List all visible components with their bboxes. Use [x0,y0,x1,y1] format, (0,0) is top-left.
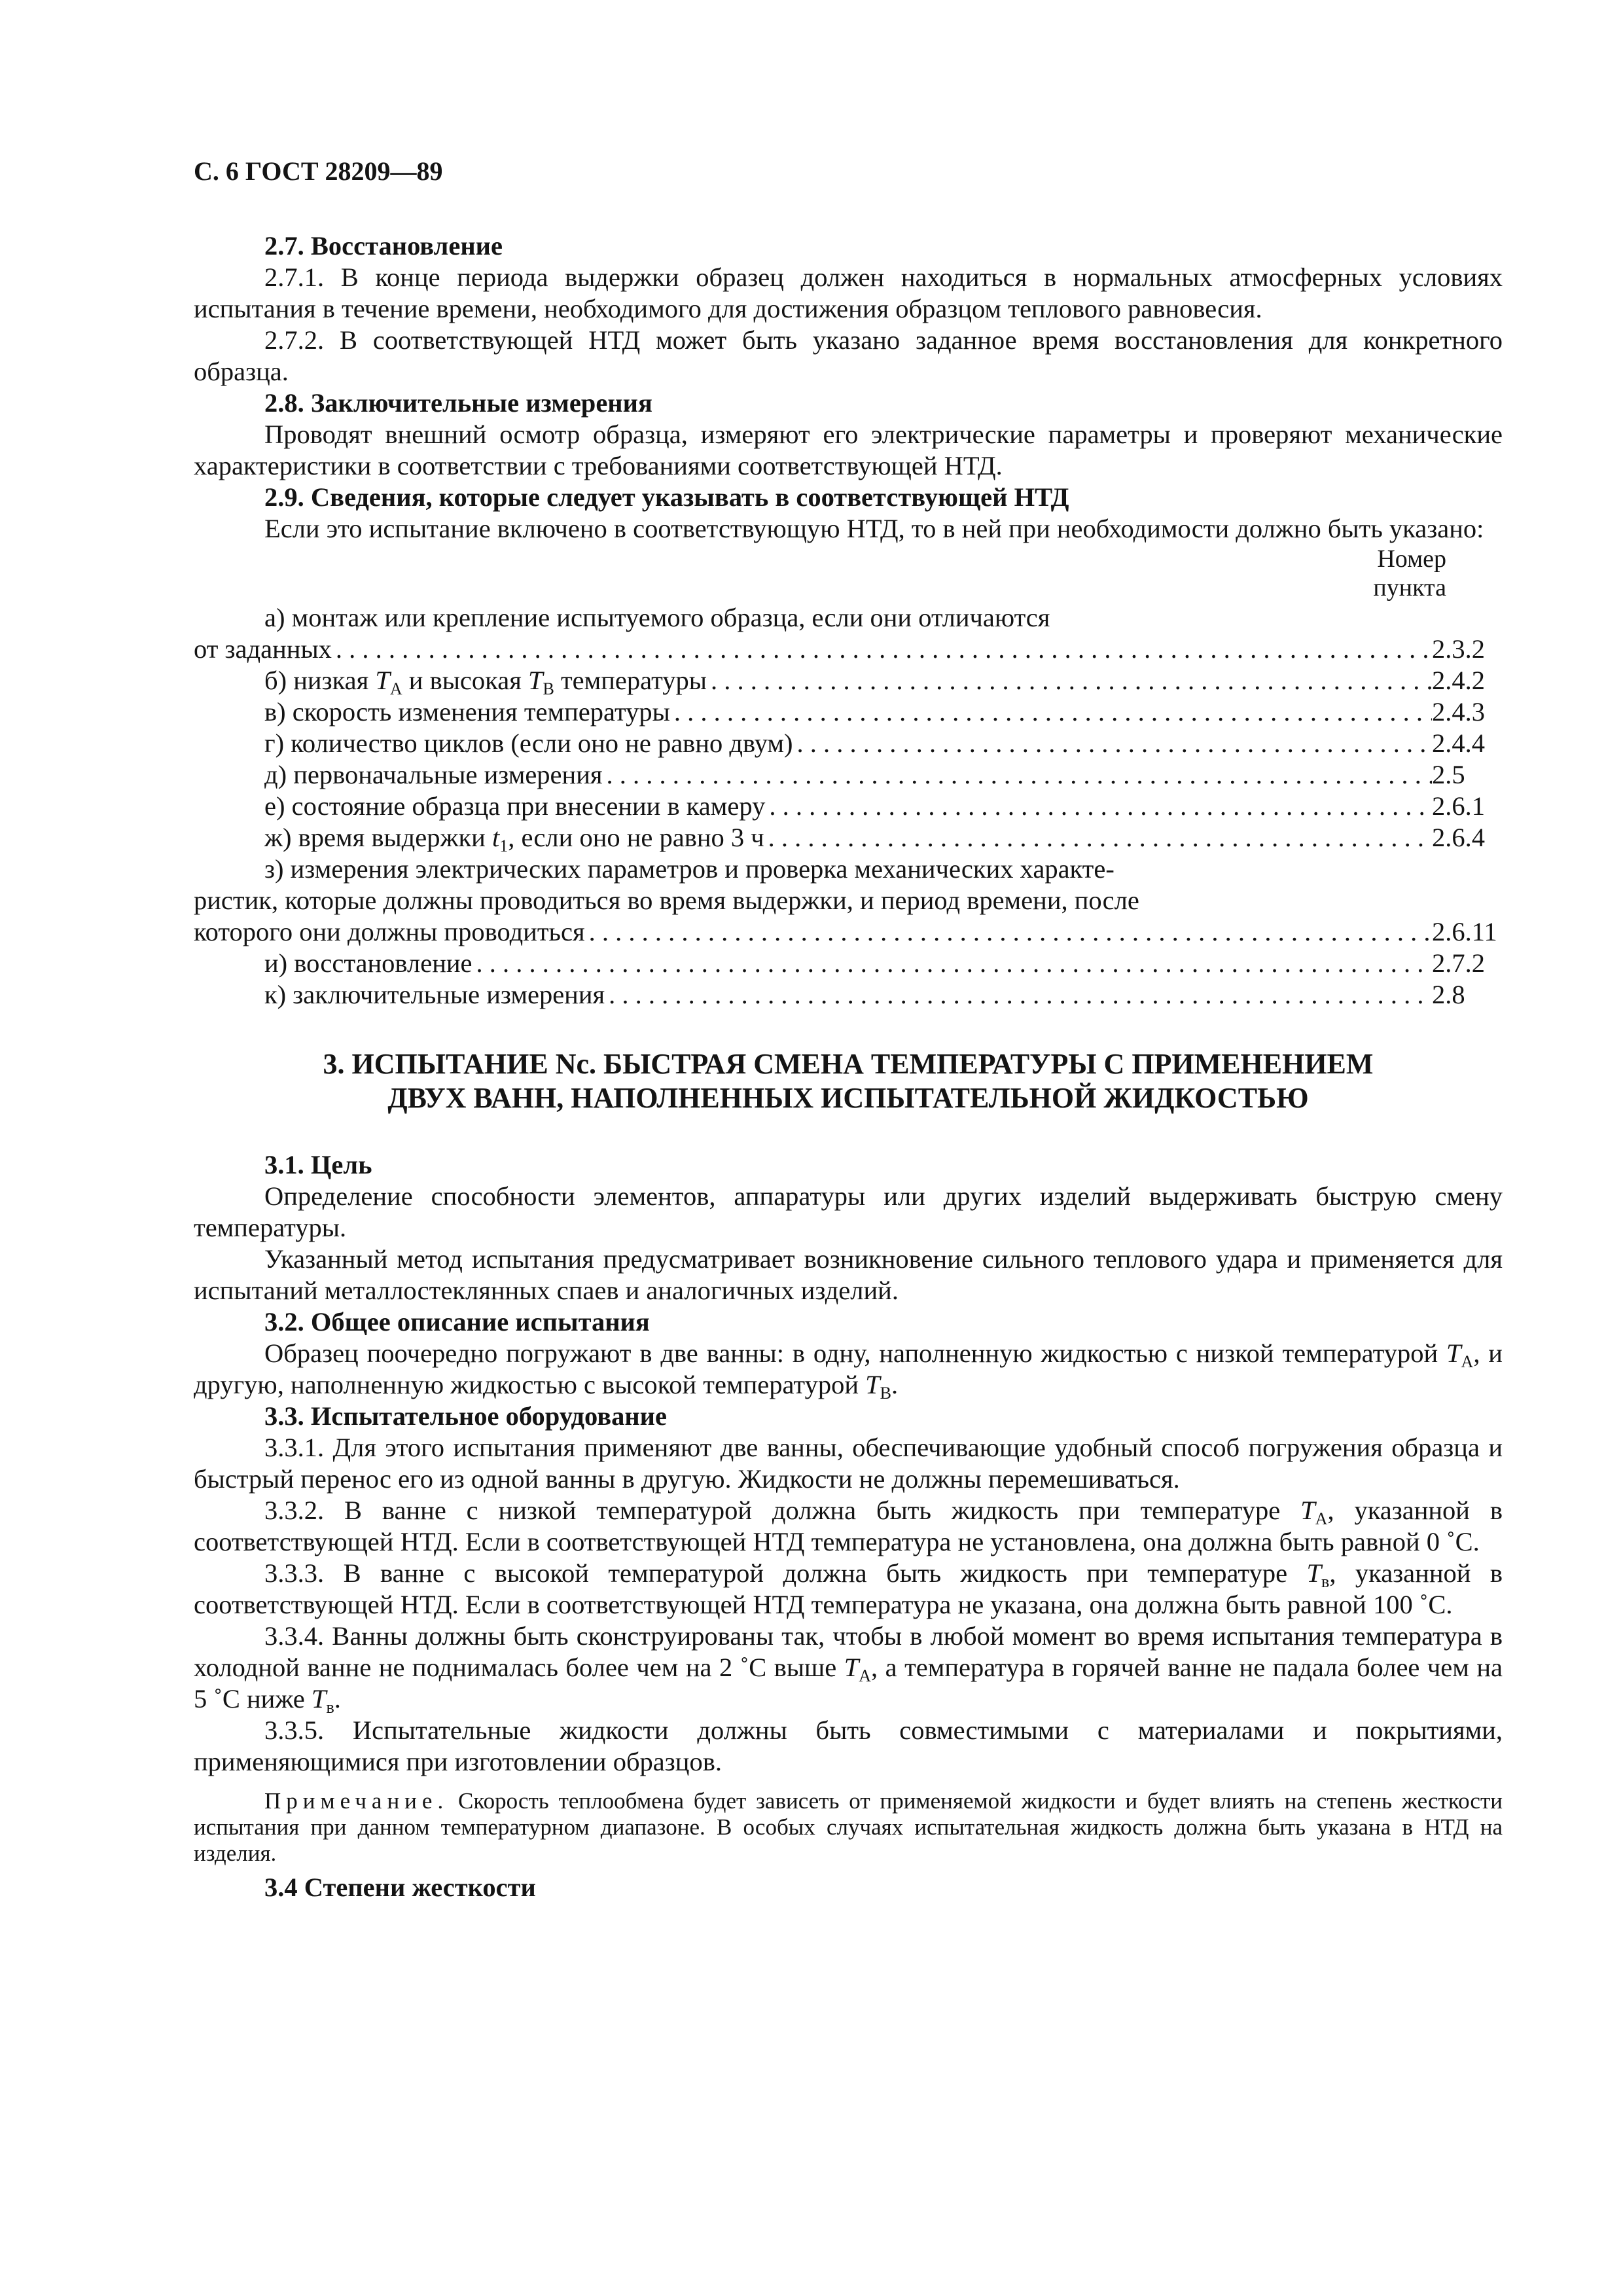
list-item-e-ref: 2.6.1 [1432,791,1485,821]
list-item-a-text: от заданных [194,634,332,664]
list-item-k-ref: 2.8 [1432,980,1465,1009]
note-text: Скорость теплообмена будет зависеть от применяемой жидкости и будет влиять на степень жесткости испытания при данном температурном диапазоне. В особых случаях испытательная жидкость должна быть указана в НТД на изделия. [194,1788,1503,1866]
paragraph-2-7-2: 2.7.2. В соответствующей НТД может быть указано заданное время восстановления для конкретного образца. [194,325,1503,386]
leader-dots [670,696,1432,728]
leader-dots [707,665,1432,696]
paragraph-3-1-a: Определение способности элементов, аппаратуры или других изделий выдерживать быструю смену температуры. [194,1181,1503,1242]
paragraph-3-3-2: 3.3.2. В ванне с низкой температурой должна быть жидкость при температуре $T_A$, указанной в соответствующей НТД. Если в соответствующей НТД температура не установлена, она должна быть равной 0 ˚С. [194,1496,1503,1556]
list-item-i [194,948,1503,979]
list-item-b [194,665,1503,696]
leader-dots [603,759,1432,791]
leader-dots [473,948,1432,979]
section-2-9-title: 2.9. Сведения, которые следует указывать в соответствующей НТД [264,482,1069,512]
leader-dots [585,916,1432,948]
list-item-v [194,696,1503,728]
paragraph-2-7-1: 2.7.1. В конце периода выдержки образец должен находиться в нормальных атмосферных условиях испытания в течение времени, необходимого для достижения образцом теплового равновесия. [194,262,1503,323]
paragraph-3-2: Образец поочередно погружают в две ванны: в одну, наполненную жидкостью с низкой температурой $T_A$, и другую, наполненную жидкостью с высокой температурой $T_B$. [194,1338,1503,1403]
paragraph-3-3-3: 3.3.3. В ванне с высокой температурой должна быть жидкость при температуре $T_в$, указанной в соответствующей НТД. Если в соответствующей НТД температура не указана, она должна быть равной 100 ˚С. [194,1558,1503,1619]
list-item-a-line-1: а) монтаж или крепление испытуемого образца, если они отличаются [264,603,1050,632]
list-item-e [194,791,1503,822]
list-item-v-text: в) скорость изменения температуры [264,697,670,726]
list-item-a-ref: 2.3.2 [1432,634,1485,664]
list-item-zh [194,822,1503,853]
list-item-g-text: г) количество циклов (если оно не равно двум) [264,728,793,758]
section-3-3-title: 3.3. Испытательное оборудование [264,1401,667,1431]
column-header [194,545,1503,602]
list-item-z-line-1: з) измерения электрических параметров и проверка механических характе- [264,854,1115,884]
list-item-z-ref: 2.6.11 [1432,917,1497,946]
column-header-line-1: Номер [1377,545,1446,573]
paragraph-2-8: Проводят внешний осмотр образца, измеряют его электрические параметры и проверяют механические характеристики в соответствии с требованиями соответствующей НТД. [194,420,1503,480]
document-body [194,230,1503,1903]
section-3-title-line-2: ДВУХ ВАНН, НАПОЛНЕННЫХ ИСПЫТАТЕЛЬНОЙ ЖИДКОСТЬЮ [387,1082,1309,1114]
note-label: Примечание. [264,1788,449,1814]
list-item-z-text: которого они должны проводиться [194,917,585,946]
list-item-b-text: б) низкая $T_A$ и высокая $T_B$ температуры [264,666,707,698]
list-item-d-text: д) первоначальные измерения [264,760,603,789]
requirements-list [194,545,1503,1011]
list-item-b-ref: 2.4.2 [1432,666,1485,695]
leader-dots [605,979,1432,1011]
list-item-k-text: к) заключительные измерения [264,980,605,1009]
leader-dots [332,634,1432,665]
list-item-d-ref: 2.5 [1432,760,1465,789]
leader-dots [764,822,1432,853]
list-item-zh-ref: 2.6.4 [1432,823,1485,852]
section-3-2-title: 3.2. Общее описание испытания [264,1307,650,1336]
section-3-1-title: 3.1. Цель [264,1150,372,1179]
paragraph-3-3-4: 3.3.4. Ванны должны быть сконструированы так, чтобы в любой момент во время испытания температура в холодной ванне не поднималась более чем на 2 ˚С выше $T_A$, а температура в горячей ванне не падала более чем на 5 ˚С ниже $T_в$. [194,1621,1503,1717]
section-3-title-line-1: 3. ИСПЫТАНИЕ Nс. БЫСТРАЯ СМЕНА ТЕМПЕРАТУРЫ С ПРИМЕНЕНИЕМ [323,1048,1374,1080]
paragraph-2-9: Если это испытание включено в соответствующую НТД, то в ней при необходимости должно быть указано: [264,514,1484,543]
list-item-g-ref: 2.4.4 [1432,728,1485,758]
leader-dots [793,728,1432,759]
list-item-z-line-2: ристик, которые должны проводиться во время выдержки, и период времени, после [194,886,1139,915]
column-header-line-2: пункта [1373,574,1446,601]
list-item-g [194,728,1503,759]
list-item-z [194,916,1503,948]
leader-dots [765,791,1432,822]
list-item-i-text: и) восстановление [264,948,473,978]
list-item-e-text: е) состояние образца при внесении в камеру [264,791,766,821]
paragraph-3-1-b: Указанный метод испытания предусматривает возникновение сильного теплового удара и применяется для испытаний металлостеклянных спаев и аналогичных изделий. [194,1244,1503,1305]
paragraph-3-3-1: 3.3.1. Для этого испытания применяют две ванны, обеспечивающие удобный способ погружения образца и быстрый перенос его из одной ванны в другую. Жидкости не должны перемешиваться. [194,1433,1503,1494]
list-item-v-ref: 2.4.3 [1432,697,1485,726]
list-item-d [194,759,1503,791]
page-header: С. 6 ГОСТ 28209—89 [194,156,443,186]
section-2-7-title: 2.7. Восстановление [264,231,503,260]
section-3-title [194,1047,1503,1115]
list-item-k [194,979,1503,1011]
paragraph-3-3-5: 3.3.5. Испытательные жидкости должны быть совместимыми с материалами и покрытиями, применяющимися при изготовлении образцов. [194,1715,1503,1776]
note [194,1788,1503,1867]
list-item-i-ref: 2.7.2 [1432,948,1485,978]
list-item-a [194,634,1503,665]
section-2-8-title: 2.8. Заключительные измерения [264,388,652,418]
section-3-4-title: 3.4 Степени жесткости [264,1873,536,1902]
list-item-zh-text: ж) время выдержки $t_1$, если оно не равно 3 ч [264,823,764,855]
